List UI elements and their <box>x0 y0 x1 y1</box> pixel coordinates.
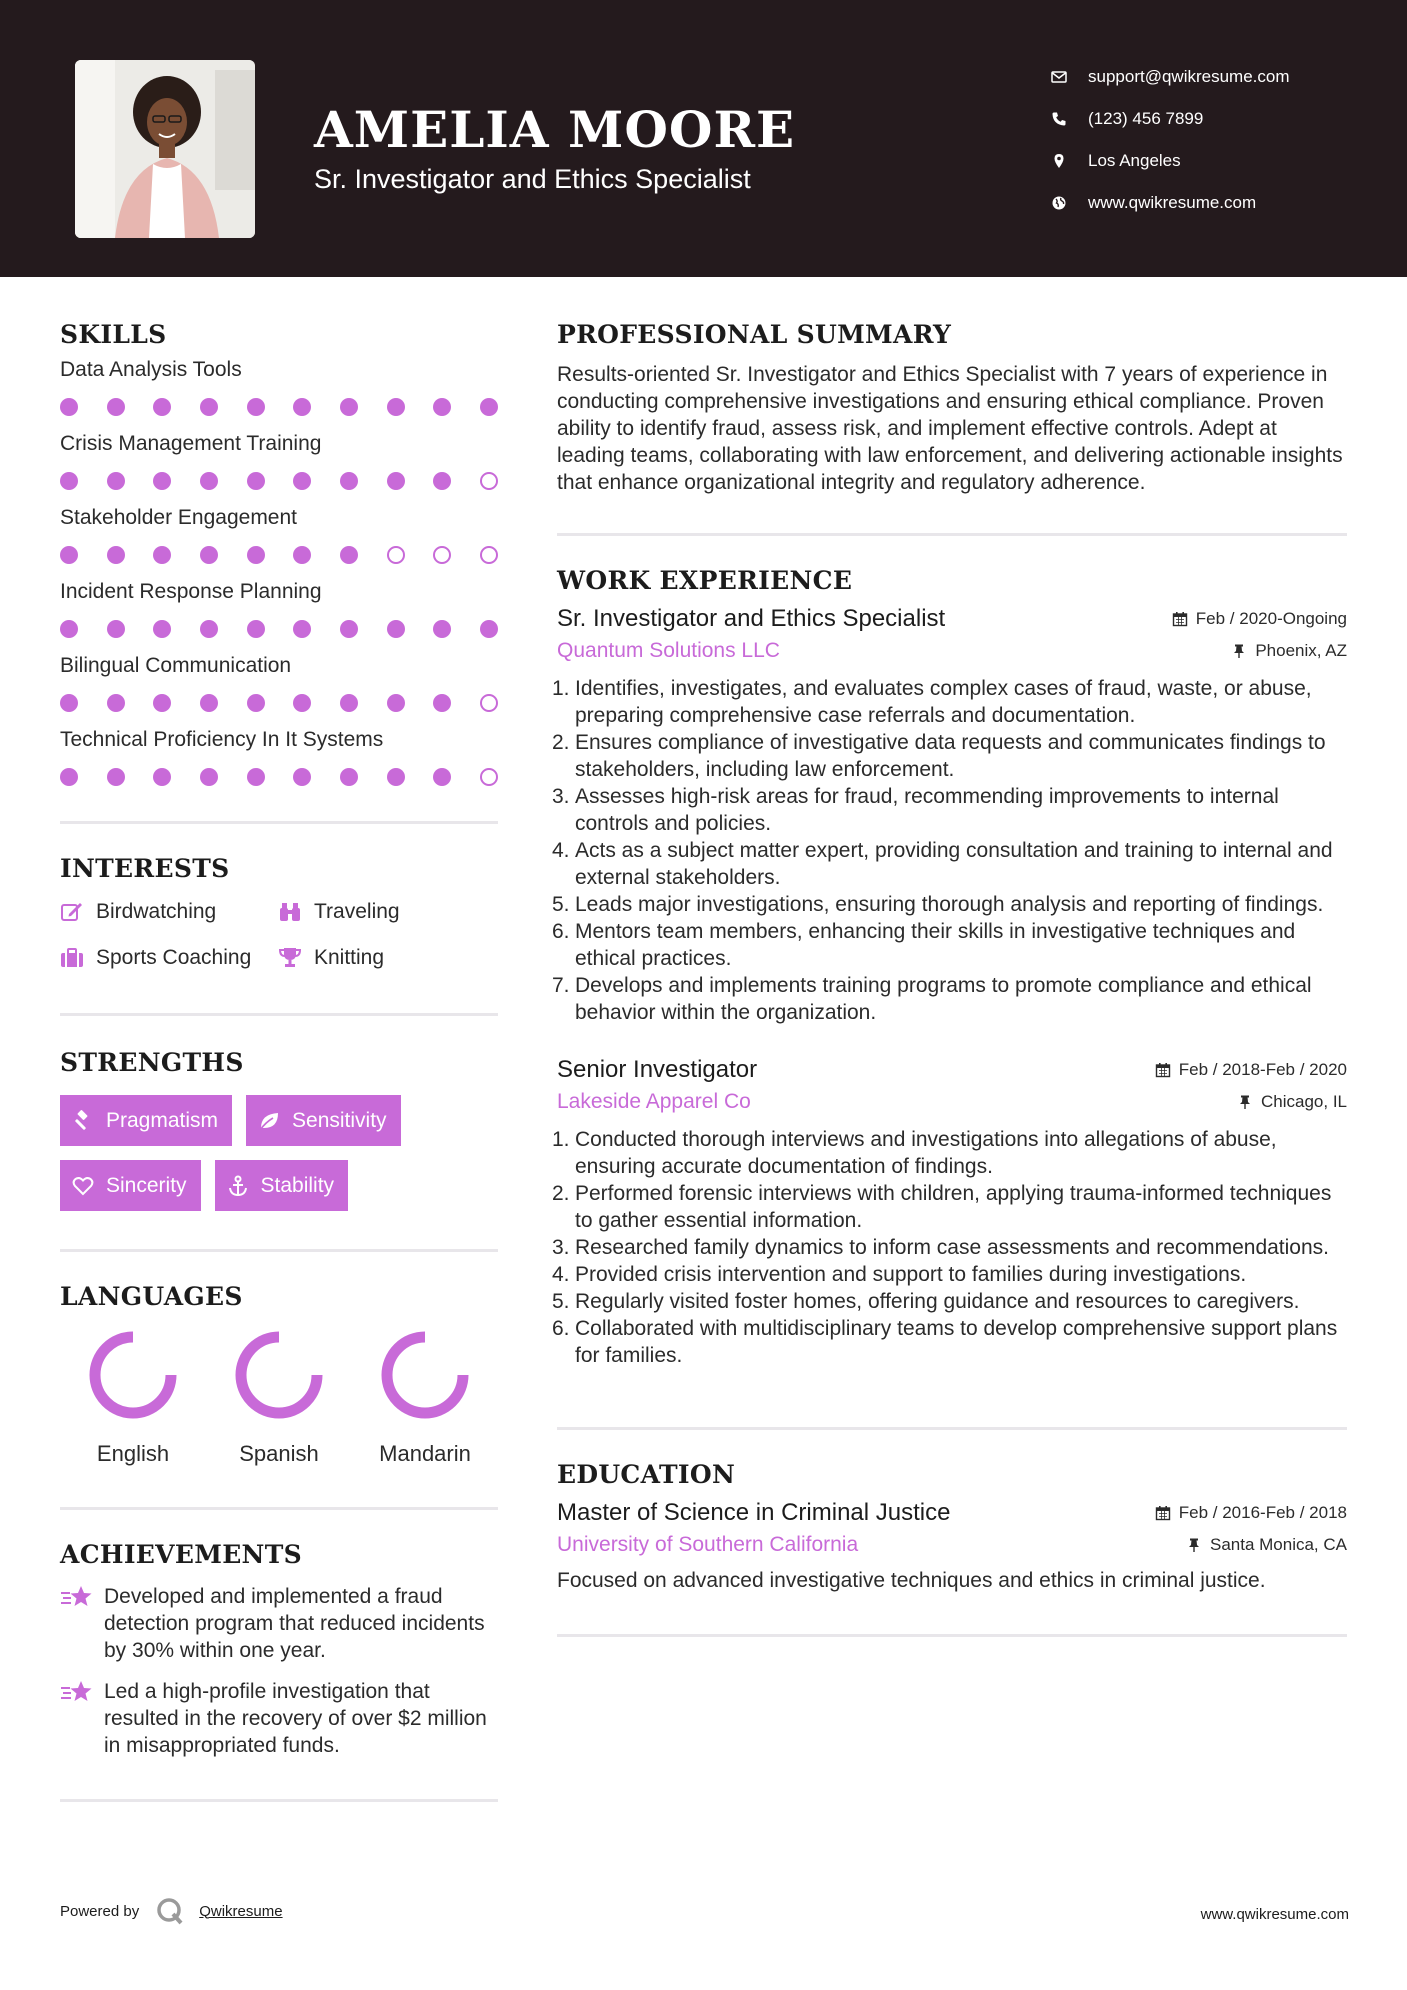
strength-badge <box>246 1095 401 1146</box>
rating-dot-filled <box>60 546 78 564</box>
achievement-text: Led a high-profile investigation that resulted in the recovery of over $2 million in misappropriated funds. <box>104 1680 487 1757</box>
rating-dot-filled <box>293 546 311 564</box>
contact-list <box>1050 56 1380 224</box>
interests-heading: INTERESTS <box>60 854 230 883</box>
calendar-icon <box>1155 1062 1171 1078</box>
education-date <box>1155 1503 1347 1523</box>
achievement-text: Developed and implemented a fraud detection program that reduced incidents by 30% within one year. <box>104 1585 485 1662</box>
achievement-item <box>60 1678 498 1759</box>
rating-dot-filled <box>480 620 498 638</box>
rating-dot-empty <box>480 546 498 564</box>
rating-dot-filled <box>60 620 78 638</box>
rating-dot-filled <box>153 398 171 416</box>
rating-dot-filled <box>247 768 265 786</box>
rating-dot-filled <box>293 694 311 712</box>
rating-dot-filled <box>107 472 125 490</box>
rating-dot-filled <box>153 620 171 638</box>
rating-dot-filled <box>293 398 311 416</box>
job-location-text: Chicago, IL <box>1261 1092 1347 1111</box>
globe-icon <box>1050 194 1068 212</box>
language-name: Spanish <box>239 1441 319 1466</box>
candidate-name: AMELIA MOORE <box>314 100 796 159</box>
duty-item: 6. Mentors team members, enhancing their skills in investigative techniques and ethical practices. <box>557 918 1347 972</box>
interest-label: Birdwatching <box>96 900 217 923</box>
skill-name: Bilingual Communication <box>60 654 292 677</box>
language-item <box>352 1329 498 1467</box>
rating-dot-filled <box>340 694 358 712</box>
duty-item: 3. Assesses high-risk areas for fraud, recommending improvements to internal controls and policies. <box>557 783 1347 837</box>
job-entry <box>552 605 1347 1026</box>
section-divider <box>60 1507 498 1510</box>
rating-dot-filled <box>387 398 405 416</box>
rating-dot-filled <box>340 620 358 638</box>
job-date <box>1172 609 1347 629</box>
contact-location-text: Los Angeles <box>1088 151 1181 170</box>
rating-dot-empty <box>480 694 498 712</box>
section-divider <box>60 1799 498 1802</box>
profile-photo <box>75 60 255 238</box>
trophy-icon <box>278 946 302 970</box>
degree-title: Master of Science in Criminal Justice <box>557 1499 951 1526</box>
footer-powered-by <box>60 1896 283 1926</box>
skills-heading: SKILLS <box>60 320 167 349</box>
rating-dot-filled <box>293 768 311 786</box>
duty-text: Researched family dynamics to inform case assessments and recommendations. <box>575 1236 1329 1259</box>
language-level-ring <box>233 1329 325 1421</box>
duty-item: 2. Ensures compliance of investigative data requests and communicates findings to stakeholders, including law enforcement. <box>557 729 1347 783</box>
rating-dot-filled <box>200 620 218 638</box>
job-entry <box>552 1056 1347 1369</box>
contact-website[interactable] <box>1050 182 1380 224</box>
duty-item: 5. Leads major investigations, ensuring thorough analysis and reporting of findings. <box>552 893 1324 916</box>
rating-dot-filled <box>60 768 78 786</box>
job-date-text: Feb / 2018-Feb / 2020 <box>1178 1060 1347 1079</box>
skill-item <box>60 723 498 797</box>
pushpin-icon <box>1231 643 1247 659</box>
resume-header <box>0 0 1407 277</box>
contact-website-text: www.qwikresume.com <box>1088 193 1257 212</box>
footer-url[interactable]: www.qwikresume.com <box>1200 1906 1349 1923</box>
job-location-text: Phoenix, AZ <box>1255 641 1347 660</box>
phone-icon <box>1050 110 1068 128</box>
interest-label: Sports Coaching <box>96 946 252 969</box>
right-column <box>552 320 1347 1637</box>
qwikresume-logo-icon <box>155 1896 185 1926</box>
envelope-icon <box>1050 68 1068 86</box>
job-location <box>1231 641 1347 661</box>
skill-item <box>60 575 498 649</box>
rating-dot-empty <box>387 546 405 564</box>
duty-text: Ensures compliance of investigative data requests and communicates findings to stakeholders, including law enforcement. <box>575 731 1326 781</box>
rating-dot-filled <box>247 620 265 638</box>
interests-list <box>60 897 498 973</box>
duty-text: Collaborated with multidisciplinary teams to develop comprehensive support plans for families. <box>575 1317 1338 1367</box>
duty-item: 1. Conducted thorough interviews and investigations into allegations of abuse, ensuring accurate documentation of findings. <box>557 1126 1347 1180</box>
duty-item: 5. Regularly visited foster homes, offering guidance and resources to caregivers. <box>552 1290 1300 1313</box>
gavel-icon <box>72 1110 94 1132</box>
skill-item <box>60 649 498 723</box>
duty-list <box>552 1126 1347 1369</box>
pushpin-icon <box>1186 1537 1202 1553</box>
section-divider <box>60 1013 498 1016</box>
achievements-list <box>60 1583 498 1759</box>
skill-rating <box>60 387 498 427</box>
duty-text: Performed forensic interviews with children, applying trauma-informed techniques to gather essential information. <box>575 1182 1332 1232</box>
duty-text: Develops and implements training programs to promote compliance and ethical behavior within the organization. <box>575 974 1312 1024</box>
job-location <box>1237 1092 1347 1112</box>
left-column <box>60 320 498 1802</box>
strength-label: Sincerity <box>106 1173 187 1197</box>
education-date-text: Feb / 2016-Feb / 2018 <box>1178 1503 1347 1522</box>
job-title: Sr. Investigator and Ethics Specialist <box>557 605 946 632</box>
contact-location <box>1050 140 1380 182</box>
section-divider <box>60 821 498 824</box>
rating-dot-filled <box>153 694 171 712</box>
rating-dot-filled <box>340 768 358 786</box>
calendar-icon <box>1172 611 1188 627</box>
duty-text: Leads major investigations, ensuring thorough analysis and reporting of findings. <box>575 893 1324 916</box>
rating-dot-filled <box>60 398 78 416</box>
rating-dot-filled <box>247 694 265 712</box>
strength-badge <box>215 1160 349 1211</box>
education-text: Focused on advanced investigative techniques and ethics in criminal justice. <box>557 1569 1266 1592</box>
duty-item: 2. Performed forensic interviews with children, applying trauma-informed techniques to gather essential information. <box>557 1180 1347 1234</box>
duty-text: Assesses high-risk areas for fraud, recommending improvements to internal controls and policies. <box>575 785 1279 835</box>
section-divider <box>60 1249 498 1252</box>
rating-dot-empty <box>480 472 498 490</box>
languages-heading: LANGUAGES <box>60 1282 243 1311</box>
rating-dot-filled <box>387 620 405 638</box>
section-divider <box>557 533 1347 536</box>
language-name: English <box>96 1441 170 1466</box>
duty-item: 4. Acts as a subject matter expert, providing consultation and training to internal and external stakeholders. <box>557 837 1347 891</box>
interest-label: Traveling <box>314 900 400 923</box>
skill-name: Technical Proficiency In It Systems <box>60 728 384 751</box>
interest-item <box>60 897 278 927</box>
skill-name: Stakeholder Engagement <box>60 506 297 529</box>
rating-dot-filled <box>433 398 451 416</box>
job-date <box>1155 1060 1347 1080</box>
rating-dot-filled <box>153 472 171 490</box>
interest-item <box>278 943 498 973</box>
rating-dot-empty <box>480 768 498 786</box>
strength-badge <box>60 1160 201 1211</box>
rating-dot-filled <box>247 398 265 416</box>
rating-dot-filled <box>153 546 171 564</box>
skill-name: Crisis Management Training <box>60 432 322 455</box>
strength-label: Stability <box>260 1173 335 1197</box>
education-location <box>1186 1535 1347 1555</box>
rating-dot-filled <box>247 546 265 564</box>
strengths-list <box>60 1095 498 1211</box>
anchor-icon <box>227 1175 249 1197</box>
duty-list <box>552 675 1347 1026</box>
education-location-text: Santa Monica, CA <box>1209 1535 1347 1554</box>
interest-item <box>278 897 498 927</box>
skill-rating <box>60 535 498 575</box>
interest-label: Knitting <box>314 946 385 969</box>
summary-heading: PROFESSIONAL SUMMARY <box>557 320 952 349</box>
rating-dot-filled <box>480 398 498 416</box>
summary-text: Results-oriented Sr. Investigator and Ethics Specialist with 7 years of experience in conducting comprehensive investigations and ensuring ethical compliance. Proven ability to identify fraud, assess risk, and implement effective controls. Adept at leading teams, collaborating with law enforcement, and delivering actionable insights that enhance organizational integrity and regulatory adherence. <box>557 363 1343 494</box>
pushpin-icon <box>1237 1094 1253 1110</box>
shooting-star-icon <box>60 1678 94 1708</box>
strengths-heading: STRENGTHS <box>60 1048 244 1077</box>
duty-text: Conducted thorough interviews and investigations into allegations of abuse, ensuring accurate documentation of findings. <box>575 1128 1277 1178</box>
rating-dot-filled <box>200 546 218 564</box>
rating-dot-filled <box>387 768 405 786</box>
rating-dot-filled <box>200 694 218 712</box>
duty-text: Provided crisis intervention and support to families during investigations. <box>575 1263 1247 1286</box>
achievement-item <box>60 1583 498 1664</box>
skill-item <box>60 501 498 575</box>
rating-dot-filled <box>387 472 405 490</box>
rating-dot-filled <box>107 694 125 712</box>
shooting-star-icon <box>60 1583 94 1613</box>
rating-dot-filled <box>200 472 218 490</box>
language-level-ring <box>87 1329 179 1421</box>
company-name: Lakeside Apparel Co <box>557 1090 751 1113</box>
job-title: Senior Investigator <box>557 1056 758 1083</box>
skill-item <box>60 353 498 427</box>
map-pin-icon <box>1050 152 1068 170</box>
rating-dot-filled <box>247 472 265 490</box>
skill-rating <box>60 757 498 797</box>
duty-text: Regularly visited foster homes, offering guidance and resources to caregivers. <box>575 1290 1300 1313</box>
education-heading: EDUCATION <box>557 1460 736 1489</box>
profile-photo-image <box>75 60 255 238</box>
duty-item: 1. Identifies, investigates, and evaluates complex cases of fraud, waste, or abuse, preparing comprehensive case referrals and documentation. <box>557 675 1347 729</box>
duty-item: 6. Collaborated with multidisciplinary teams to develop comprehensive support plans for families. <box>557 1315 1347 1369</box>
duty-text: Acts as a subject matter expert, providing consultation and training to internal and external stakeholders. <box>575 839 1333 889</box>
language-item <box>206 1329 352 1467</box>
rating-dot-filled <box>60 694 78 712</box>
skill-rating <box>60 609 498 649</box>
language-name: Mandarin <box>379 1441 471 1466</box>
rating-dot-filled <box>200 768 218 786</box>
rating-dot-empty <box>433 546 451 564</box>
contact-email-text: support@qwikresume.com <box>1088 67 1290 86</box>
contact-phone-text: (123) 456 7899 <box>1088 109 1204 128</box>
rating-dot-filled <box>153 768 171 786</box>
powered-by-text: Powered by <box>60 1902 140 1920</box>
suitcase-icon <box>60 946 84 970</box>
rating-dot-filled <box>200 398 218 416</box>
rating-dot-filled <box>107 620 125 638</box>
rating-dot-filled <box>293 620 311 638</box>
language-item <box>60 1329 206 1467</box>
leaf-icon <box>258 1110 280 1132</box>
experience-heading: WORK EXPERIENCE <box>557 566 853 595</box>
skill-rating <box>60 683 498 723</box>
skill-rating <box>60 461 498 501</box>
rating-dot-filled <box>107 398 125 416</box>
duty-item: 7. Develops and implements training programs to promote compliance and ethical behavior within the organization. <box>557 972 1347 1026</box>
strength-label: Pragmatism <box>106 1108 219 1132</box>
language-level-ring <box>379 1329 471 1421</box>
achievements-heading: ACHIEVEMENTS <box>60 1540 302 1569</box>
rating-dot-filled <box>340 546 358 564</box>
contact-email[interactable] <box>1050 56 1380 98</box>
duty-item: 3. Researched family dynamics to inform case assessments and recommendations. <box>552 1236 1329 1259</box>
candidate-title: Sr. Investigator and Ethics Specialist <box>314 164 751 194</box>
rating-dot-filled <box>340 472 358 490</box>
rating-dot-filled <box>433 694 451 712</box>
skill-item <box>60 427 498 501</box>
rating-dot-filled <box>293 472 311 490</box>
rating-dot-filled <box>107 546 125 564</box>
job-date-text: Feb / 2020-Ongoing <box>1195 609 1347 628</box>
qwikresume-link[interactable]: Qwikresume <box>199 1902 283 1920</box>
rating-dot-filled <box>107 768 125 786</box>
section-divider <box>557 1634 1347 1637</box>
rating-dot-filled <box>433 768 451 786</box>
rating-dot-filled <box>433 620 451 638</box>
calendar-icon <box>1155 1505 1171 1521</box>
pencil-square-icon <box>60 900 84 924</box>
school-name: University of Southern California <box>557 1533 859 1556</box>
duty-text: Mentors team members, enhancing their skills in investigative techniques and ethical practices. <box>575 920 1296 970</box>
duty-item: 4. Provided crisis intervention and support to families during investigations. <box>552 1263 1247 1286</box>
skill-name: Incident Response Planning <box>60 580 322 603</box>
rating-dot-filled <box>60 472 78 490</box>
binoculars-icon <box>278 900 302 924</box>
strength-label: Sensitivity <box>292 1108 387 1132</box>
education-entry <box>557 1499 1347 1594</box>
company-name: Quantum Solutions LLC <box>557 639 780 662</box>
heart-icon <box>72 1175 94 1197</box>
rating-dot-filled <box>340 398 358 416</box>
duty-text: Identifies, investigates, and evaluates complex cases of fraud, waste, or abuse, preparing comprehensive case referrals and documentation. <box>575 677 1312 727</box>
section-divider <box>557 1427 1347 1430</box>
rating-dot-filled <box>433 472 451 490</box>
strength-badge <box>60 1095 232 1146</box>
skill-name: Data Analysis Tools <box>60 358 242 381</box>
languages-list <box>60 1329 498 1467</box>
contact-phone[interactable] <box>1050 98 1380 140</box>
skills-list <box>60 353 498 797</box>
interest-item <box>60 943 278 973</box>
rating-dot-filled <box>387 694 405 712</box>
